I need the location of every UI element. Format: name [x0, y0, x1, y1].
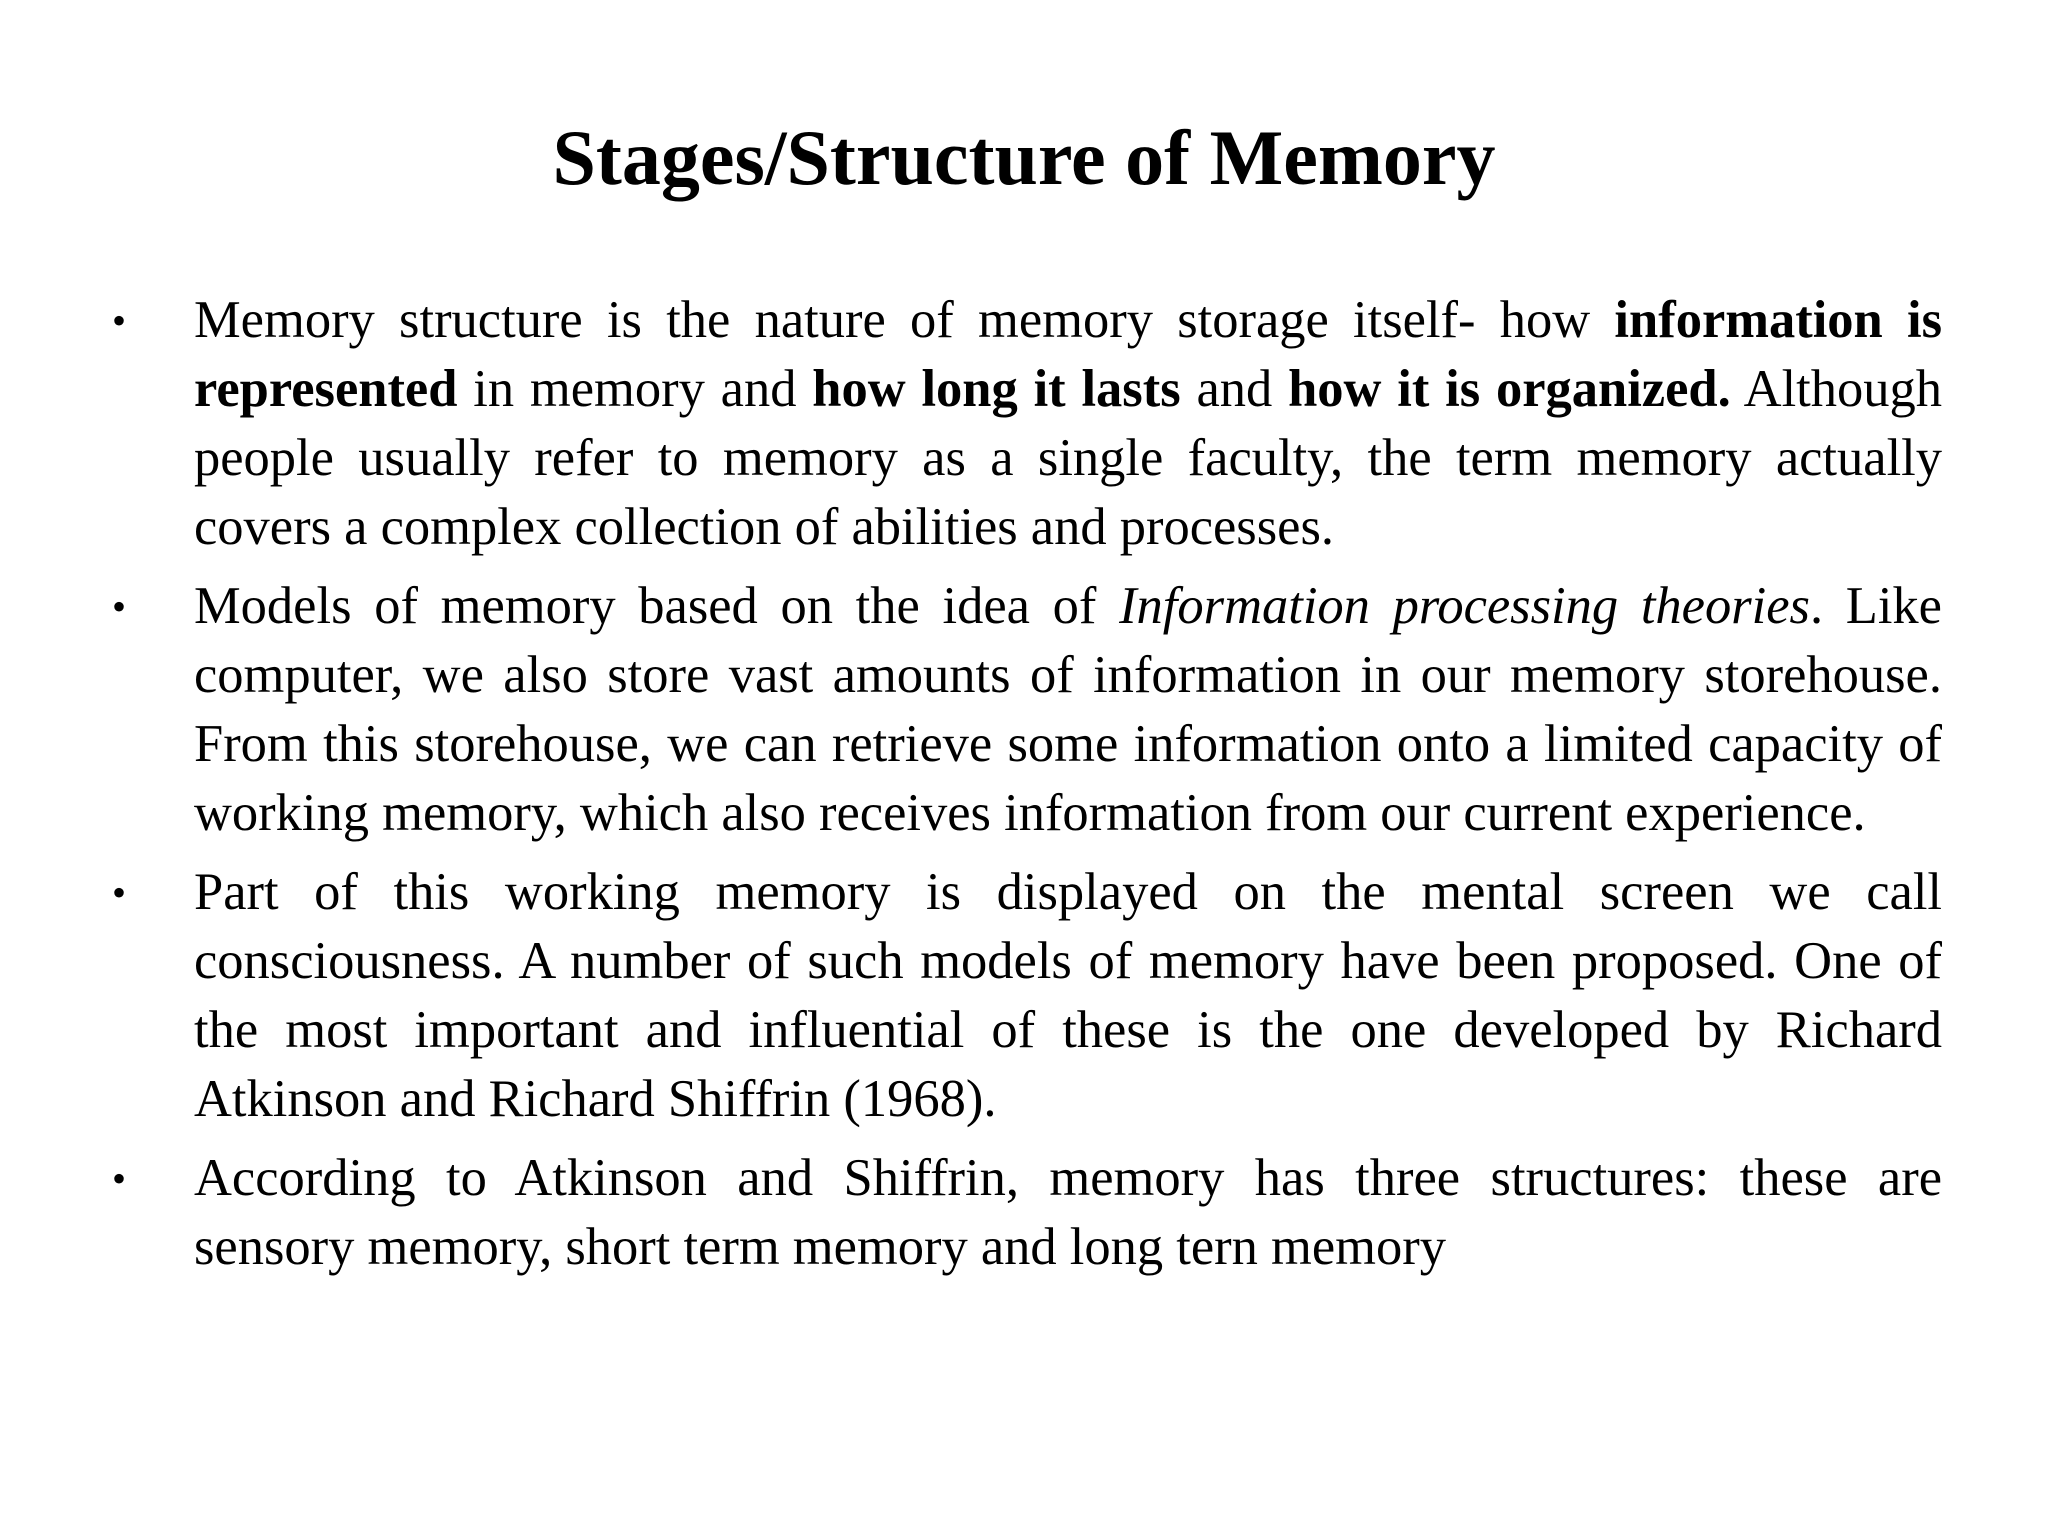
bullet-text-segment: According to Atkinson and Shiffrin, memory has three structures: these are sensory memory, short term memory and long tern memory [194, 1149, 1942, 1276]
bullet-list [112, 286, 1942, 1292]
bullet-icon: • [112, 870, 127, 915]
bullet-text-italic: Information processing theories [1119, 577, 1810, 635]
bullet-text-segment: Memory structure is the nature of memory storage itself- how [194, 291, 1615, 349]
bullet-icon: • [112, 1156, 127, 1201]
bullet-item-4 [112, 1144, 1942, 1282]
bullet-text-segment: and [1180, 360, 1289, 418]
bullet-text-segment: Models of memory based on the idea of [194, 577, 1120, 635]
bullet-icon: • [112, 298, 127, 343]
slide-title: Stages/Structure of Memory [552, 114, 1496, 201]
bullet-text-bold: how it is organized. [1288, 360, 1731, 418]
bullet-text-segment: in memory and [457, 360, 813, 418]
bullet-text-segment: . Like computer, we also store vast amounts of information in our memory storehouse. From this storehouse, we can retrieve some information onto a limited capacity of working memory, which also receives information from our current experience. [194, 577, 1942, 842]
bullet-text-bold: how long it lasts [812, 360, 1181, 418]
bullet-text-segment: Part of this working memory is displayed on the mental screen we call consciousness. A number of such models of memory have been proposed. One of the most important and influential of these is the one developed by Richard Atkinson and Richard Shiffrin (1968). [194, 863, 1942, 1128]
bullet-item-1 [112, 286, 1942, 562]
bullet-item-3 [112, 858, 1942, 1134]
bullet-text-segment: Although people usually refer to memory as a single faculty, the term memory actually covers a complex collection of abilities and processes. [194, 360, 1942, 556]
bullet-icon: • [112, 584, 127, 629]
bullet-text-bold: information is represented [194, 291, 1943, 418]
bullet-item-2 [112, 572, 1942, 848]
